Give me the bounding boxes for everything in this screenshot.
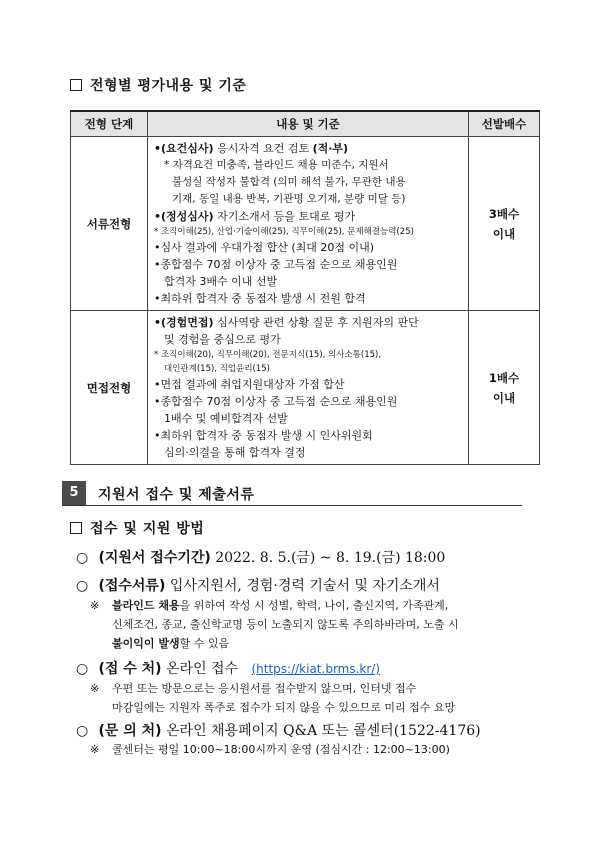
stage-cell: 면접전형 (71, 311, 148, 465)
stage-cell: 서류전형 (71, 137, 148, 311)
circle-bullet-icon: ○ (76, 723, 89, 739)
content-cell: •(요건심사) 응시자격 요건 검토 (적·부) * 자격요건 미충족, 블라인드 채용 미준수, 지원서 불성실 작성자 불합격 (의미 해석 불가, 무관한 내용 기재, 동일 내용 반복, 기관명 오기재, 분량 미달 등) •(정성심사) 자기소개서 등을 토대로 평가 * 조직이해(25), 산업·기술이해(25), 직무이해(25), 문제해결능력(25) •심사 결과에 우대가점 합산 (최대 20점 이내) •종합점수 70점 이상자 중 고득점 순으로 채용인원 합격자 3배수 이내 선발 •최하위 합격자 중 동점자 발생 시 전원 합격 (148, 137, 469, 311)
section-number-badge: 5 (62, 481, 86, 505)
submission-place-note: ※ 우편 또는 방문으로는 응시원서를 접수받지 않으며, 인터넷 접수 마감일에는 지원자 폭주로 접수가 되지 않을 수 있으므로 미리 접수 요망 (90, 679, 455, 717)
col-header-multiple: 선발배수 (469, 111, 540, 137)
square-bullet-icon (70, 522, 82, 534)
inquiry-item: ○ (문 의 처) 온라인 채용페이지 Q&A 또는 콜센터(1522-4176) (76, 723, 481, 739)
inquiry-note: ※ 콜센터는 평일 10:00~18:00시까지 운영 (점심시간 : 12:00~13:00) (90, 740, 450, 759)
documents-item: ○ (접수서류) 입사지원서, 경험·경력 기술서 및 자기소개서 (76, 578, 440, 594)
application-period-item: ○ (지원서 접수기간) 2022. 8. 5.(금) ~ 8. 19.(금) 18:00 (76, 550, 446, 566)
note-mark-icon: ※ (90, 743, 100, 756)
application-site-link[interactable]: (https://kiat.brms.kr/) (251, 662, 381, 676)
square-bullet-icon (70, 79, 82, 91)
multiple-cell: 3배수 이내 (469, 137, 540, 311)
eval-section-heading: 전형별 평가내용 및 기준 (70, 75, 246, 95)
table-row-document (71, 137, 540, 311)
section-title: 지원서 접수 및 제출서류 (98, 487, 255, 503)
circle-bullet-icon: ○ (76, 550, 89, 566)
submission-place-item: ○ (접 수 처) 온라인 접수 (https://kiat.brms.kr/) (76, 661, 381, 677)
note-mark-icon: ※ (90, 682, 100, 695)
section-5-header (62, 481, 522, 506)
table-header-row (71, 111, 540, 137)
documents-note: ※ 블라인드 채용을 위하여 작성 시 성별, 학력, 나이, 출신지역, 가족관계, 신체조건, 종교, 출신학교명 등이 노출되지 않도록 주의하바라며, 노출 시 불이익이 발생할 수 있음 (90, 596, 459, 653)
content-cell: •(경험면접) 심사역량 관련 상황 질문 후 지원자의 판단 및 경험을 중심으로 평가 * 조직이해(20), 직무이해(20), 전문지식(15), 의사소통(15), 대인관계(15), 직업윤리(15) •면접 결과에 취업지원대상자 가점 합산 •종합점수 70점 이상자 중 고득점 순으로 채용인원 1배수 및 예비합격자 선발 •최하위 합격자 중 동점자 발생 시 인사위원회 심의·의결을 통해 합격자 결정 (148, 311, 469, 465)
col-header-content: 내용 및 기준 (148, 111, 469, 137)
circle-bullet-icon: ○ (76, 661, 89, 677)
table-row-interview (71, 311, 540, 465)
multiple-cell: 1배수 이내 (469, 311, 540, 465)
evaluation-table (70, 110, 540, 465)
circle-bullet-icon: ○ (76, 578, 89, 594)
note-mark-icon: ※ (90, 599, 100, 612)
col-header-stage: 전형 단계 (71, 111, 148, 137)
apply-method-heading: 접수 및 지원 방법 (70, 518, 204, 538)
